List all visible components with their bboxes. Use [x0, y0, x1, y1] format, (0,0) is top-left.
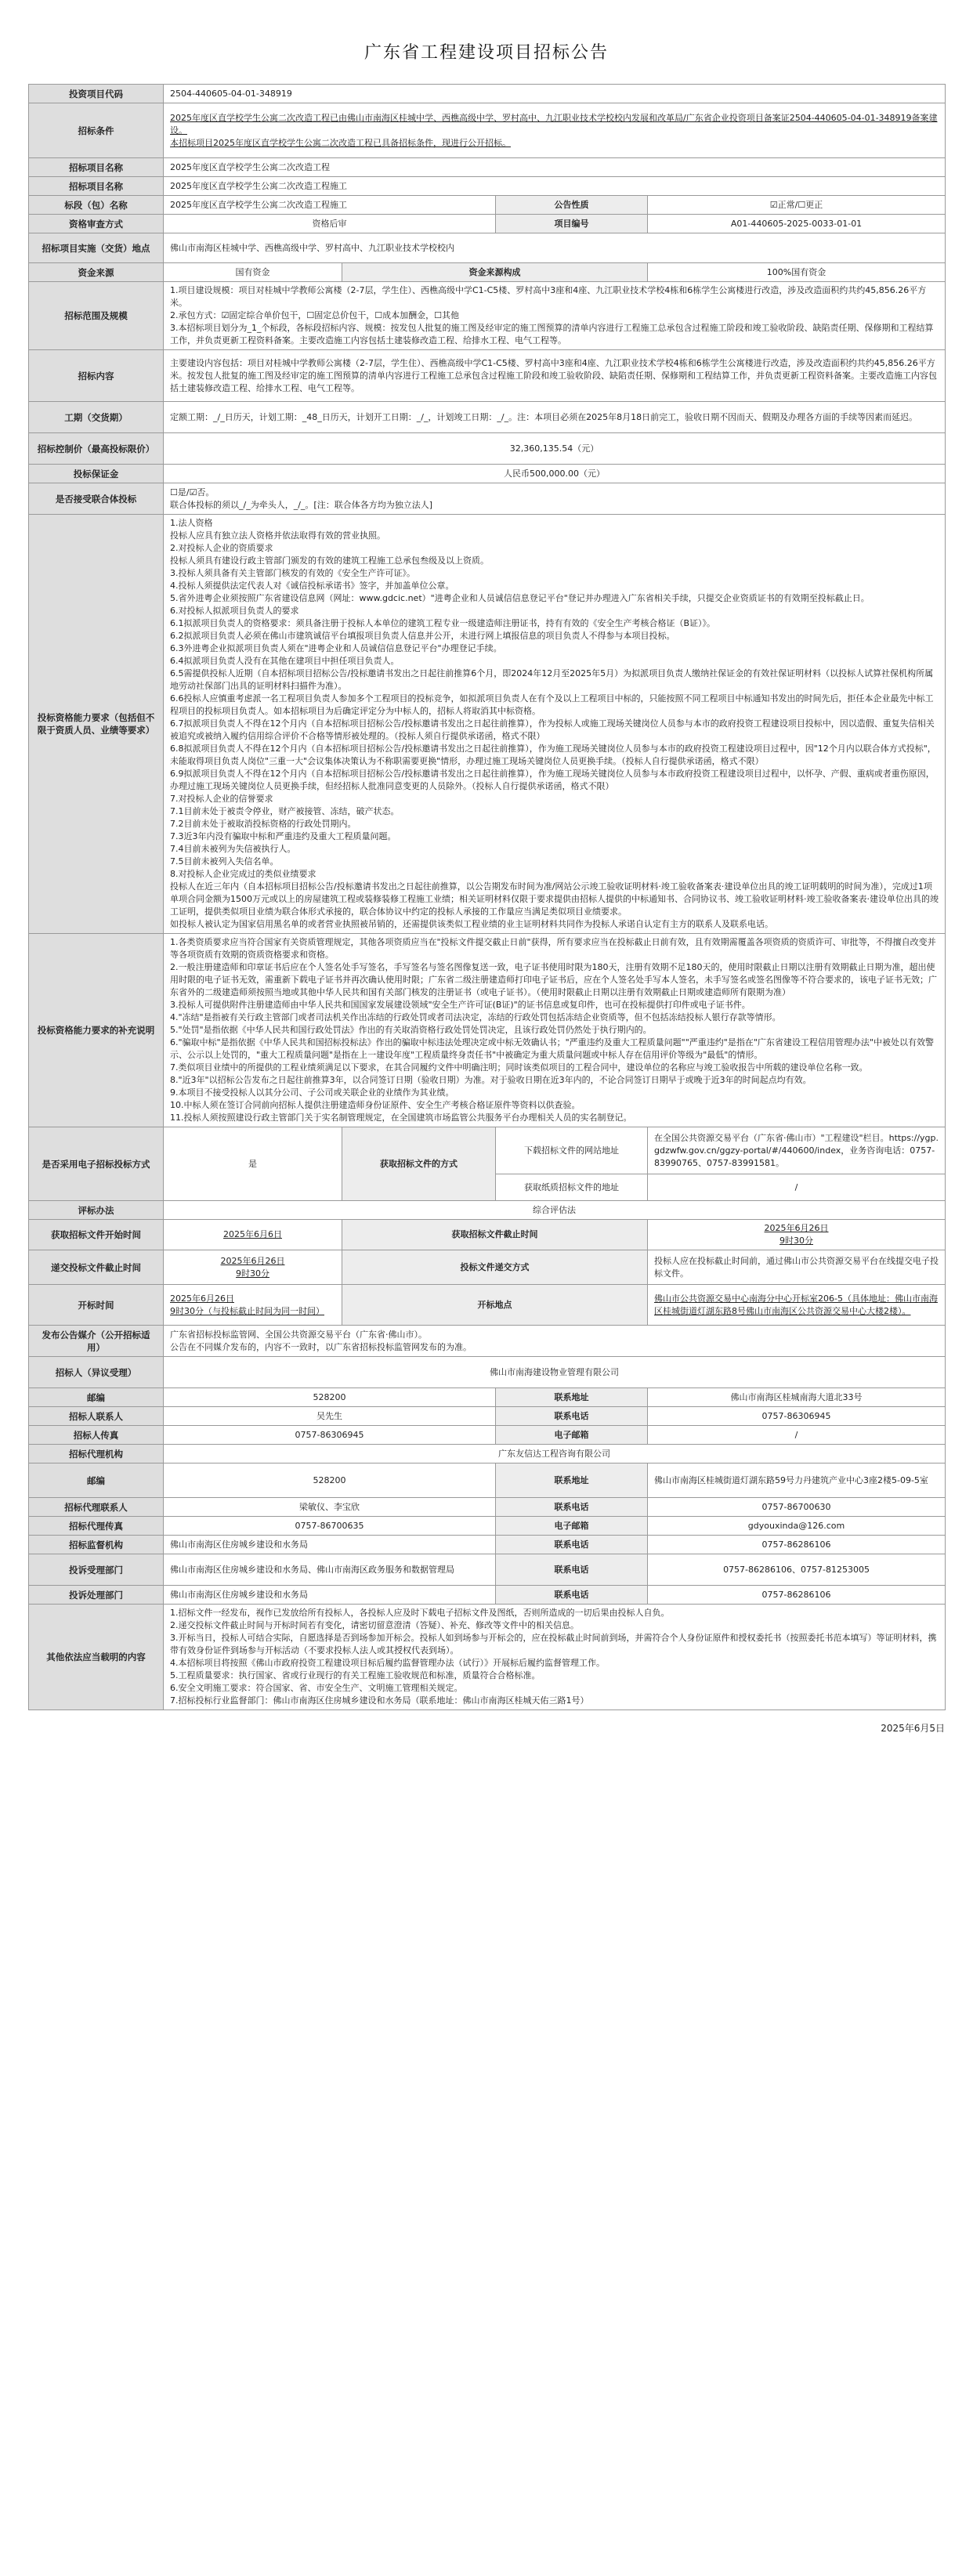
project-code2-value: A01-440605-2025-0033-01-01	[648, 215, 946, 233]
method-label: 评标办法	[29, 1201, 164, 1220]
a-addr-label: 联系地址	[496, 1463, 648, 1498]
funds-value: 国有资金	[164, 263, 342, 282]
open-label: 开标时间	[29, 1285, 164, 1326]
review-value: 资格后审	[164, 215, 496, 233]
handle-label: 投诉处理部门	[29, 1586, 164, 1605]
row-content	[29, 350, 946, 402]
media-label: 发布公告媒介（公开招标适用）	[29, 1326, 164, 1357]
download-value[interactable]: 在全国公共资源交易平台（广东省·佛山市）"工程建设"栏目。https://ygp.gdzwfw.gov.cn/ggzy-portal/#/440600/index，业务咨询电话：0757-83990765、0757-83991581。	[648, 1127, 946, 1174]
conditions-label: 招标条件	[29, 103, 164, 158]
deposit-value: 人民币500,000.00（元）	[164, 465, 946, 483]
project-code2-label: 项目编号	[496, 215, 648, 233]
row-supplement	[29, 934, 946, 1127]
tenderer-value: 佛山市南海建设物业管理有限公司	[164, 1357, 946, 1388]
limit-value: 32,360,135.54（元）	[164, 433, 946, 465]
t-contact-label: 招标人联系人	[29, 1407, 164, 1426]
other-label: 其他依法应当载明的内容	[29, 1605, 164, 1710]
row-project-name	[29, 158, 946, 177]
limit-label: 招标控制价（最高投标限价）	[29, 433, 164, 465]
handle-value: 佛山市南海区住房城乡建设和水务局	[164, 1586, 496, 1605]
period-value: 定额工期：_/_日历天，计划工期：_48_日历天，计划开工日期：_/_，计划竣工日期：_/_。注：本项目必须在2025年8月18日前完工，验收日期不因而天、假期及办理各方面的手续等因素而延迟。	[164, 402, 946, 433]
t-email-label: 电子邮箱	[496, 1426, 648, 1445]
a-contact-label: 招标代理联系人	[29, 1498, 164, 1517]
a-addr-value: 佛山市南海区桂城街道灯湖东路59号力丹建筑产业中心3座2楼5-09-5室	[648, 1463, 946, 1498]
complaint-tel-value: 0757-86286106、0757-81253005	[648, 1554, 946, 1586]
scope-value: 1.项目建设规模：项目对桂城中学教师公寓楼（2-7层，学生住）、西樵高级中学C1-C5楼、罗村高中3座和4座、九江职业技术学校4栋和6栋学生公寓楼进行改造，涉及改造面积约共约45,856.26平方米。 2.承包方式：☑固定综合单价包干，☐固定总价包干，☐成本加酬金，☐其他 3.本招标项目划分为_1_个标段，各标段招标内容、规模：按发包人批复的施工图及经审定的施工图预算的清单内容进行工程施工总承包含过程施工阶段和竣工验收阶段、缺陷责任期、保修期和工程结算工作，并负责更新工程资料备案。主要改造施工内容包括土建装修改造工程、给排水工程、电气工程等。	[164, 282, 946, 350]
row-joint	[29, 483, 946, 515]
qualify-label: 投标资格能力要求（包括但不限于资质人员、业绩等要求）	[29, 515, 164, 934]
location-value: 佛山市南海区桂城中学、西樵高级中学、罗村高中、九江职业技术学校校内	[164, 233, 946, 263]
get-end-label: 获取招标文件截止时间	[342, 1220, 648, 1250]
submit-label: 递交投标文件截止时间	[29, 1250, 164, 1285]
submit-value: 2025年6月26日 9时30分	[164, 1250, 342, 1285]
t-fax-value: 0757-86306945	[164, 1426, 496, 1445]
a-email-label: 电子邮箱	[496, 1517, 648, 1536]
complaint-value: 佛山市南海区住房城乡建设和水务局、佛山市南海区政务服务和数据管理局	[164, 1554, 496, 1586]
row-limit	[29, 433, 946, 465]
t-tel-label: 联系电话	[496, 1407, 648, 1426]
row-scope	[29, 282, 946, 350]
funds-ratio-value: 100%国有资金	[648, 263, 946, 282]
other-value: 1.招标文件一经发布，视作已发放给所有投标人，各投标人应及时下载电子招标文件及图纸，否则所造成的一切后果由投标人自负。 2.递交投标文件截止时间与开标时间若有变化，请密切留意澄清（答疑）、补充、修改等文件中的相关信息。 3.开标当日，投标人可结合实际，自愿选择是否到场参加开标会。投标人如到场参与开标会的，应在投标截止时间前到场，并需符合个人身份证原件和授权委托书（按照委托书范本填写）等证明材料，携带有效身份证件到场参与开标活动（不要求投标人法人或其授权代表到场）。 4.本招标项目将按照《佛山市政府投资工程建设项目标后履约监督管理办法（试行）》开展标后履约监督管理工作。 5.工程质量要求：执行国家、省或行业现行的有关工程施工验收规范和标准，质量符合合格标准。 6.安全文明施工要求：符合国家、省、市安全生产、文明施工管理相关规定。 7.招标投标行业监督部门：佛山市南海区住房城乡建设和水务局（联系地址：佛山市南海区桂城天佑三路1号）	[164, 1605, 946, 1710]
electronic-label: 是否采用电子招标投标方式	[29, 1127, 164, 1201]
a-tel-value: 0757-86700630	[648, 1498, 946, 1517]
row-t-fax	[29, 1426, 946, 1445]
row-section	[29, 196, 946, 215]
row-qualify	[29, 515, 946, 934]
method-value: 综合评估法	[164, 1201, 946, 1220]
row-project-code	[29, 85, 946, 103]
supplement-value: 1.各类资质要求应当符合国家有关资质管理规定，其他各项资质应当在"投标文件提交截止日前"获得，所有要求应当在投标截止日前有效，且有效期需覆盖各项资质的资质许可、审批等，不得擅自改变并等各项资质有效期的资质资格要求和资格。 2.一般注册建造师和印章证书后应在个人签名处手写签名，手写签名与签名图像复送一致，电子证书使用时限为180天，注册有效期不足180天的，使用时限截止日期以注册有效期截止日期为准，超出使用时限的电子证书无效，需重新下载电子证书并再次确认使用时限；广东省二级注册建造师打印电子证书后，应在个人签名处手写本人签名，未手写签名或签名图像等不符合要求的，该电子证书无效；广东省外的二级建造师须按照当地或其他中华人民共和国有关部门核发的注册证书（或电子证书）。（使用时限截止日期以注册有效期截止日期或建造师所有限期为准） 3.投标人可提供附件注册建造师由中华人民共和国国家发展建设领域"安全生产许可证(B证)"的证书信息或复印件，也可在投标提供打印件或电子证书件。 4."冻结"是指被有关行政主管部门或者司法机关作出冻结的行政处罚或者司法决定，冻结的行政处罚包括冻结企业资质等，但不包括冻结投标人银行存款等情形。 5."处罚"是指依据《中华人民共和国行政处罚法》作出的有关取消资格行政处罚处罚决定，且该行政处罚仍然处于执行期内的。 6."骗取中标"是指依据《中华人民共和国招标投标法》作出的骗取中标违法处理决定或中标无效确认书；"严重违约及重大工程质量问题""严重违约"是指在"广东省建设工程信用管理办法"中被处以有效警示、公示以上处罚的，"重大工程质量问题"是指在上一建设年度"工程质量终身责任书"中被确定为重大质量问题或中标人存在信用评价等级为"最低"的情形。 7.类似项目业绩中的所提供的工程业绩须满足以下要求，在其合同履约文件中明确注明；同时该类似项目的工程合同中，建设单位的名称应与竣工验收报告中所载的建设单位名称一致。 8."近3年"以招标公告发布之日起往前推算3年，以合同签订日期（验收日期）为准。对于验收日期在近3年内的，不论合同签订日期早于或晚于近3年的时间起点均有效。 9.本项目不接受投标人以其分公司、子公司或关联企业的业绩作为其业绩。 10.中标人须在签订合同前向招标人提供注册建造师身份证原件、安全生产考核合格证原件等资料以供查验。 11.投标人须按照建设行政主管部门关于实名制管理规定，在全国建筑市场监管公共服务平台办理相关人员的实名制登记。	[164, 934, 946, 1127]
row-t-mail	[29, 1388, 946, 1407]
supervise-label: 招标监督机构	[29, 1536, 164, 1554]
notice-page	[28, 0, 945, 1735]
t-fax-label: 招标人传真	[29, 1426, 164, 1445]
scope-label: 招标范围及规模	[29, 282, 164, 350]
review-label: 资格审查方式	[29, 215, 164, 233]
media-value: 广东省招标投标监管网、全国公共资源交易平台（广东省·佛山市）。 公告在不同媒介发布的，内容不一致时，以广东省招标投标监管网发布的为准。	[164, 1326, 946, 1357]
open-place-value: 佛山市公共资源交易中心南海分中心开标室206-5（具体地址：佛山市南海区桂城街道灯湖东路8号佛山市南海区公共资源交易中心大楼2楼）。	[648, 1285, 946, 1326]
paper-value: /	[648, 1174, 946, 1201]
project-code-label: 投资项目代码	[29, 85, 164, 103]
supervise-value: 佛山市南海区住房城乡建设和水务局	[164, 1536, 496, 1554]
row-deposit	[29, 465, 946, 483]
row-supervise	[29, 1536, 946, 1554]
row-get-time	[29, 1220, 946, 1250]
row-a-mail	[29, 1463, 946, 1498]
row-tenderer	[29, 1357, 946, 1388]
supervise-tel-label: 联系电话	[496, 1536, 648, 1554]
publish-date: 2025年6月5日	[881, 1723, 945, 1734]
content-value: 主要建设内容包括：项目对桂城中学教师公寓楼（2-7层，学生住）、西樵高级中学C1-C5楼、罗村高中3座和4座、九江职业技术学校4栋和6栋学生公寓楼进行改造，涉及改造面积约共约45,856.26平方米。按发包人批复的施工图及经审定的施工图预算的清单内容进行工程施工总承包含过程施工阶段和竣工验收阶段、缺陷责任期、保修期和工程结算工作，并负责更新工程资料备案。主要改造施工内容包括土建装修改造工程、给排水工程、电气工程等。	[164, 350, 946, 402]
row-a-contact	[29, 1498, 946, 1517]
notice-table	[28, 84, 946, 1710]
t-email-value: /	[648, 1426, 946, 1445]
agent-value: 广东友信达工程咨询有限公司	[164, 1445, 946, 1463]
a-email-value: gdyouxinda@126.com	[648, 1517, 946, 1536]
a-contact-value: 梁敏仪、李宝欣	[164, 1498, 496, 1517]
section-name-value: 2025年度区直学校学生公寓二次改造工程施工	[164, 177, 946, 196]
submit-way-value: 投标人应在投标截止时间前，通过佛山市公共资源交易平台在线提交电子投标文件。	[648, 1250, 946, 1285]
deposit-label: 投标保证金	[29, 465, 164, 483]
funds-label: 资金来源	[29, 263, 164, 282]
row-handle	[29, 1586, 946, 1605]
a-fax-label: 招标代理传真	[29, 1517, 164, 1536]
a-tel-label: 联系电话	[496, 1498, 648, 1517]
get-file-label: 获取招标文件的方式	[342, 1127, 496, 1201]
nature-value: ☑正常/☐更正	[648, 196, 946, 215]
supervise-tel-value: 0757-86286106	[648, 1536, 946, 1554]
row-open	[29, 1285, 946, 1326]
nature-label: 公告性质	[496, 196, 648, 215]
electronic-value: 是	[164, 1127, 342, 1201]
t-zip-label: 邮编	[29, 1388, 164, 1407]
row-conditions	[29, 103, 946, 158]
complaint-label: 投诉受理部门	[29, 1554, 164, 1586]
t-addr-label: 联系地址	[496, 1388, 648, 1407]
row-t-contact	[29, 1407, 946, 1426]
download-label: 下载招标文件的网站地址	[496, 1127, 648, 1174]
row-method	[29, 1201, 946, 1220]
row-complaint	[29, 1554, 946, 1586]
t-contact-value: 吴先生	[164, 1407, 496, 1426]
row-a-fax	[29, 1517, 946, 1536]
supplement-label: 投标资格能力要求的补充说明	[29, 934, 164, 1127]
open-place-label: 开标地点	[342, 1285, 648, 1326]
t-zip-value: 528200	[164, 1388, 496, 1407]
get-end-value: 2025年6月26日 9时30分	[648, 1220, 946, 1250]
row-submit	[29, 1250, 946, 1285]
section-name-label: 招标项目名称	[29, 177, 164, 196]
row-funds	[29, 263, 946, 282]
a-zip-label: 邮编	[29, 1463, 164, 1498]
handle-tel-value: 0757-86286106	[648, 1586, 946, 1605]
paper-label: 获取纸质招标文件的地址	[496, 1174, 648, 1201]
funds-ratio-label: 资金来源构成	[342, 263, 648, 282]
t-addr-value: 佛山市南海区桂城南海大道北33号	[648, 1388, 946, 1407]
content-label: 招标内容	[29, 350, 164, 402]
tenderer-label: 招标人（异议受理）	[29, 1357, 164, 1388]
a-fax-value: 0757-86700635	[164, 1517, 496, 1536]
row-section-name	[29, 177, 946, 196]
project-code-value: 2504-440605-04-01-348919	[164, 85, 946, 103]
row-period	[29, 402, 946, 433]
get-time-value: 2025年6月6日	[164, 1220, 342, 1250]
location-label: 招标项目实施（交货）地点	[29, 233, 164, 263]
section-value: 2025年度区直学校学生公寓二次改造工程施工	[164, 196, 496, 215]
complaint-tel-label: 联系电话	[496, 1554, 648, 1586]
agent-label: 招标代理机构	[29, 1445, 164, 1463]
joint-label: 是否接受联合体投标	[29, 483, 164, 515]
conditions-value: 2025年度区直学校学生公寓二次改造工程已由佛山市南海区桂城中学、西樵高级中学、罗村高中、九江职业技术学校校内发展和改革局/广东省企业投资项目备案证2504-440605-04-01-348919备案建设。 本招标项目2025年度区直学校学生公寓二次改造工程已具备招标条件，现进行公开招标。	[164, 103, 946, 158]
get-time-label: 获取招标文件开始时间	[29, 1220, 164, 1250]
qualify-value: 1.法人资格 投标人应具有独立法人资格并依法取得有效的营业执照。 2.对投标人企业的资质要求 投标人须具有建设行政主管部门颁发的有效的建筑工程施工总承包叁级及以上资质。 3.投标人须具备有关主管部门核发的有效的《安全生产许可证》。 4.投标人须提供法定代表人对《诚信投标承诺书》签字，并加盖单位公章。 5.省外进粤企业须按照广东省建设信息网（网址：www.gdcic.net）"进粤企业和人员诚信信息登记平台"登记并办理进入广东省相关手续，只提交企业资质证书的有效期至投标截止日。 6.对投标人拟派项目负责人的要求 6.1拟派项目负责人的资格要求：须具备注册于投标人本单位的建筑工程专业一级建造师注册证书，持有有效的《安全生产考核合格证（B证）》。 6.2拟派项目负责人必须在佛山市建筑诚信平台填报项目负责人信息并公开，未进行网上填报信息的项目负责人不得参与本项目投标。 6.3外进粤企业拟派项目负责人须在"进粤企业和人员诚信信息登记平台"办理登记手续。 6.4拟派项目负责人没有在其他在建项目中担任项目负责人。 6.5需提供投标人近期（自本招标项目招标公告/投标邀请书发出之日起往前推算6个月，即2024年12月至2025年5月）为拟派项目负责人缴纳社保证金的有效社保证明材料（以投标人试算社保机构所属地劳动社保部门出具的证明材料扫描件为准）。 6.6投标人应慎重考虑派一名工程项目负责人参加多个工程项目的投标竞争，如拟派项目负责人在有个及以上工程项目中标的，只能按照不同工程项目中标通知书发出的时间先后，拒任本企业最先中标工程项目的投标项目负责人。如本招标项目为后确定评定分为中标人的，招标人将取消其中标资格。 6.7拟派项目负责人不得在12个月内（自本招标项目招标公告/投标邀请书发出之日起往前推算），作为投标人或施工现场关键岗位人员参与本市的政府投资工程建设项目投标中，因以造假、重复失信相关被追究或被纳入履约信用综合评价不合格等情形被处理的。（投标人须自行提供承诺函，格式不限） 6.8拟派项目负责人不得在12个月内（自本招标项目招标公告/投标邀请书发出之日起往前推算），作为施工现场关键岗位人员参与本市的政府投资工程建设项目过程中，因"12个月内以联合体方式投标"，未能取得项目负责人岗位"三重一大"会议集体决策认为不称职需要更换"情形，办理过施工现场关键岗位人员更换手续。（投标人自行提供承诺函，格式不限） 6.9拟派项目负责人不得在12个月内（自本招标项目招标公告/投标邀请书发出之日起往前推算），作为施工现场关键岗位人员参与本市政府投资工程建设项目过程中，以怀孕、产假、重病或者重伤原因，办理过施工现场关键岗位人员更换手续，但经招标人批准同意变更的人员除外。（投标人自行提供承诺函，格式不限） 7.对投标人企业的信誉要求 7.1目前未处于被责令停业，财产被接管、冻结，破产状态。 7.2目前未处于被取消投标资格的行政处罚期内。 7.3近3年内没有骗取中标和严重违约及重大工程质量问题。 7.4目前未被列为失信被执行人。 7.5目前未被列入失信名单。 8.对投标人企业完成过的类似业绩要求 投标人在近三年内（自本招标项目招标公告/投标邀请书发出之日起往前推算，以公告期发布时间为准/网站公示竣工验收证明材料·竣工验收备案表·建设单位出具的竣工证明载明的时间为准），完成过1项单项合同金额为1500万元或以上的房屋建筑工程或装修装修工程施工业绩；相关证明材料仅限于要求提供由招标人提供的中标通知书、合同协议书、竣工验收证明材料·竣工验收备案表·建设单位出具的竣工证明，提供类似项目业绩为联合体形式承接的，联合体协议中约定的投标人承接的工作量应当满足类似项目业绩要求。 如投标人被认定为国家信用黑名单的或者营业执照被吊销的，还需提供该类似工程业绩的业主证明材料共同作为投标人承诺自认定有主方的联系人及联系电话。	[164, 515, 946, 934]
row-other	[29, 1605, 946, 1710]
row-review	[29, 215, 946, 233]
row-agent	[29, 1445, 946, 1463]
project-name-value: 2025年度区直学校学生公寓二次改造工程	[164, 158, 946, 177]
period-label: 工期（交货期）	[29, 402, 164, 433]
handle-tel-label: 联系电话	[496, 1586, 648, 1605]
t-tel-value: 0757-86306945	[648, 1407, 946, 1426]
project-name-label: 招标项目名称	[29, 158, 164, 177]
page-title: 广东省工程建设项目招标公告	[364, 43, 609, 63]
open-value: 2025年6月26日 9时30分（与投标截止时间为同一时间）	[164, 1285, 342, 1326]
row-electronic	[29, 1127, 946, 1174]
row-media	[29, 1326, 946, 1357]
row-location	[29, 233, 946, 263]
a-zip-value: 528200	[164, 1463, 496, 1498]
joint-value: ☐是/☑否。 联合体投标的须以_/_为牵头人，_/_。[注：联合体各方均为独立法人]	[164, 483, 946, 515]
section-label: 标段（包）名称	[29, 196, 164, 215]
submit-way-label: 投标文件递交方式	[342, 1250, 648, 1285]
